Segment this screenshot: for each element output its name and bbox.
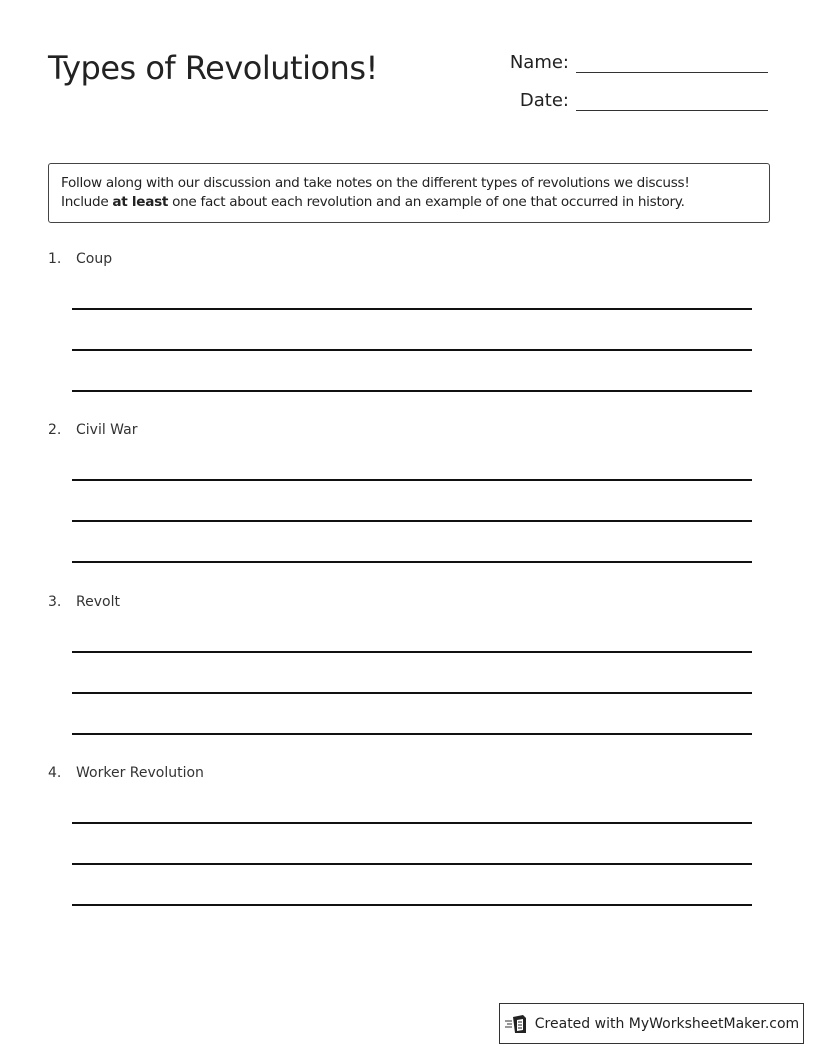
- worksheet-logo-icon: [504, 1014, 528, 1034]
- answer-line[interactable]: [72, 349, 752, 351]
- answer-line[interactable]: [72, 822, 752, 824]
- name-field: [510, 52, 768, 73]
- question-label: Civil War: [76, 422, 138, 438]
- question-number: 3.: [48, 594, 62, 610]
- question-1: [48, 251, 752, 267]
- name-blank-line[interactable]: [576, 52, 768, 73]
- question-label: Worker Revolution: [76, 765, 204, 781]
- question-label: Coup: [76, 251, 113, 267]
- page-title: Types of Revolutions!: [48, 49, 378, 87]
- instructions-line-1: Follow along with our discussion and take notes on the different types of revolutions we discuss!: [61, 175, 690, 191]
- answer-line[interactable]: [72, 308, 752, 310]
- question-2: [48, 422, 752, 438]
- answer-line[interactable]: [72, 479, 752, 481]
- answer-line[interactable]: [72, 561, 752, 563]
- question-number: 2.: [48, 422, 62, 438]
- question-3: [48, 594, 752, 610]
- answer-line[interactable]: [72, 733, 752, 735]
- footer-credit[interactable]: [499, 1003, 804, 1044]
- answer-line[interactable]: [72, 692, 752, 694]
- answer-line[interactable]: [72, 520, 752, 522]
- date-field: [520, 90, 768, 111]
- question-number: 4.: [48, 765, 62, 781]
- answer-line[interactable]: [72, 863, 752, 865]
- instructions-box: [48, 163, 770, 223]
- question-number: 1.: [48, 251, 62, 267]
- answer-line[interactable]: [72, 390, 752, 392]
- question-4: [48, 765, 752, 781]
- date-blank-line[interactable]: [576, 90, 768, 111]
- question-label: Revolt: [76, 594, 120, 610]
- answer-line[interactable]: [72, 904, 752, 906]
- instructions-line-2: Include at least one fact about each revolution and an example of one that occurred in history.: [61, 194, 685, 210]
- date-label: Date:: [519, 90, 569, 111]
- answer-line[interactable]: [72, 651, 752, 653]
- footer-text: Created with MyWorksheetMaker.com: [534, 1015, 800, 1032]
- emphasis-text: at least: [112, 194, 169, 210]
- name-label: Name:: [509, 52, 569, 73]
